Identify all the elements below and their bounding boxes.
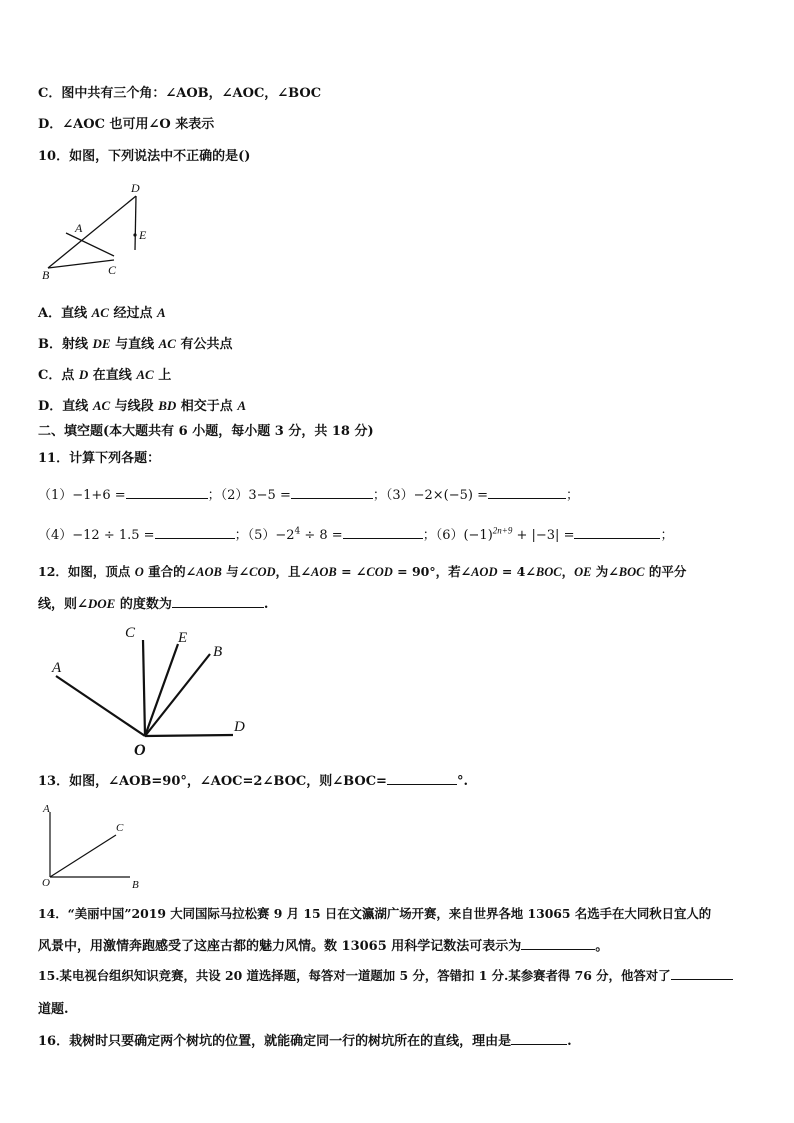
q10-label-b: B: [42, 268, 50, 282]
answer-blank[interactable]: [291, 498, 373, 499]
q11-row-2: （4）−12 ÷ 1.5 = ；$(5)-2^4 \div 8$ = ；$(6)(-1)^{2n+9} + |-3|$ = ；: [38, 525, 674, 543]
q11-row-1: （1）−1+6 = ；（2）3−5 = ；（3）−2×(−5) = ；: [38, 488, 580, 503]
q12-label-a: A: [52, 660, 62, 676]
answer-blank[interactable]: [343, 538, 423, 539]
q10-segment-bd: [48, 196, 136, 268]
q10-figure: [38, 178, 168, 284]
q12-ray-oe: [145, 644, 178, 736]
q10-option-a: A．直线 AC 经过点 A: [38, 305, 166, 321]
q12-label-d: D: [234, 719, 245, 735]
q12-ray-od: [145, 735, 233, 736]
answer-blank[interactable]: [671, 979, 733, 980]
q10-label-c: C: [108, 263, 117, 277]
q9-option-c: C．图中共有三个角：∠AOB，∠AOC，∠BOC: [38, 86, 322, 101]
q12-label-c: C: [125, 625, 136, 641]
q9-option-d: D．∠AOC 也可用∠O 来表示: [38, 117, 215, 132]
q12-figure: [48, 618, 260, 758]
q16-stem: 16．栽树时只要确定两个树坑的位置，就能确定同一行的树坑所在的直线，理由是 .: [38, 1034, 572, 1049]
q12-label-b: B: [213, 644, 223, 660]
q13-label-o: O: [42, 877, 50, 889]
q13-ray-oc: [50, 835, 116, 877]
answer-blank[interactable]: [155, 538, 235, 539]
answer-blank[interactable]: [172, 607, 264, 608]
q13-label-c: C: [116, 822, 124, 834]
q13-figure: [38, 798, 148, 892]
q12-ray-oa: [56, 676, 145, 736]
q15-stem-line-2: 道题.: [38, 1002, 69, 1017]
q14-stem-line-2: 风景中，用激情奔跑感受了这座古都的魅力风情。数 13065 用科学记数法可表示为 。: [38, 939, 609, 954]
q12-label-o: O: [134, 742, 146, 758]
section-heading: 二、填空题(本大题共有 6 小题，每小题 3 分，共 18 分): [38, 424, 374, 439]
q12-ray-oc: [143, 640, 145, 736]
q13-label-b: B: [132, 879, 139, 891]
q10-line-ac: [66, 233, 114, 256]
answer-blank[interactable]: [574, 538, 660, 539]
answer-blank[interactable]: [126, 498, 208, 499]
q11-stem: 11．计算下列各题：: [38, 451, 161, 466]
q12-ray-ob: [145, 654, 210, 736]
answer-blank[interactable]: [521, 949, 595, 950]
q10-stem: 10．如图，下列说法中不正确的是(): [38, 149, 251, 164]
q10-point-e: [133, 233, 136, 236]
q10-option-c: C．点 D 在直线 AC 上: [38, 367, 172, 383]
q10-label-d: D: [131, 181, 140, 195]
q13-label-a: A: [43, 803, 50, 815]
q10-ray-de: [135, 196, 136, 250]
q10-segment-bc: [48, 260, 114, 268]
q12-stem-line-2: 线，则∠DOE 的度数为 .: [38, 596, 269, 612]
answer-blank[interactable]: [488, 498, 566, 499]
q15-stem-line-1: 15.某电视台组织知识竞赛，共设 20 道选择题，每答对一道题加 5 分，答错扣 1 分.某参赛者得 76 分，他答对了: [38, 966, 733, 984]
q10-option-d: D．直线 AC 与线段 BD 相交于点 A: [38, 398, 247, 414]
q10-label-a: A: [75, 221, 83, 235]
q12-label-e: E: [178, 630, 188, 646]
q10-label-e: E: [139, 228, 147, 242]
answer-blank[interactable]: [511, 1044, 567, 1045]
q10-option-b: B．射线 DE 与直线 AC 有公共点: [38, 336, 233, 352]
q13-stem: 13．如图，∠AOB=90°，∠AOC=2∠BOC，则∠BOC= °.: [38, 774, 468, 789]
q12-stem-line-1: 12．如图，顶点 O 重合的∠AOB 与∠COD，且∠AOB = ∠COD = 90°，若∠AOD = 4∠BOC，OE 为∠BOC 的平分: [38, 564, 687, 579]
q14-stem-line-1: 14．“美丽中国”2019 大同国际马拉松赛 9 月 15 日在文瀛湖广场开赛，来自世界各地 13065 名选手在大同秋日宜人的: [38, 906, 712, 921]
answer-blank[interactable]: [387, 784, 457, 785]
